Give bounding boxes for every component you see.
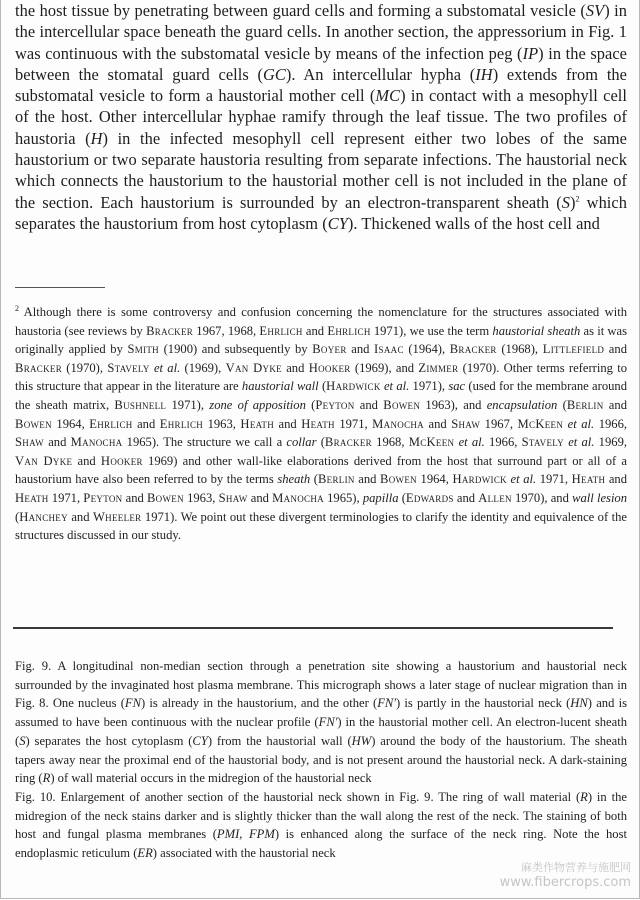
footnote-body: Although there is some controversy and confusion concerning the nomenclature for the structures associated with haustoria (see reviews by Bracker 1967, 1968, Ehrlich and Ehrlich 1971), we use the term haustorial sheath as it was originally applied by Smith (1900) and subsequently by Boyer and Isaac (1964), Bracker (1968), Littlefield and Bracker (1970), Stavely et al. (1969), Van Dyke and Hooker (1969), and Zimmer (1970). Other terms referring to this structure that appear in the literature are haustorial wall (Hardwick et al. 1971), sac (used for the membrane around the sheath matrix, Bushnell 1971), zone of apposition (Peyton and Bowen 1963), and encapsulation (Berlin and Bowen 1964, Ehrlich and Ehrlich 1963, Heath and Heath 1971, Manocha and Shaw 1967, McKeen et al. 1966, Shaw and Manocha 1965). The structure we call a collar (Bracker 1968, McKeen et al. 1966, Stavely et al. 1969, Van Dyke and Hooker 1969) and other wall-like elaborations derived from the host that surround part or all of a haustorium have also been referred to by the terms sheath (Berlin and Bowen 1964, Hardwick et al. 1971, Heath and Heath 1971, Peyton and Bowen 1963, Shaw and Manocha 1965), papilla (Edwards and Allen 1970), and wall lesion (Hanchey and Wheeler 1971). We point out these divergent terminologies to clarify the identity and equivalence of the structures discussed in our study. [15, 305, 628, 543]
watermark-url: www.fibercrops.com [499, 875, 631, 890]
caption-label: Fig. 9. [15, 659, 52, 673]
body-text: the host tissue by penetrating between guard cells and forming a substomatal vesicle (SV) in the intercellular space beneath the guard cells. In another section, the appressorium in Fig. 1 was continuous with the substomatal vesicle by means of the infection peg (IP) in the space between the stomatal guard cells (GC). An intercellular hypha (IH) extends from the substomatal vesicle to form a haustorial mother cell (MC) in contact with a mesophyll cell of the host. Other intercellular hyphae ramify through the leaf tissue. The two profiles of haustoria (H) in the infected mesophyll cell represent either two lobes of the same haustorium or two separate haustoria resulting from separate infections. The haustorial neck which connects the haustorium to the haustorial mother cell is not included in the plane of the section. Each haustorium is surrounded by an electron-transparent sheath $(S)^2$ which separates the haustorium from host cytoplasm (CY). Thickened walls of the host cell and [15, 1, 628, 233]
caption-label: Fig. 10. [15, 789, 56, 804]
body-paragraph [15, 0, 627, 234]
watermark-site-name: 麻类作物营养与施肥网 [521, 861, 631, 874]
footnote-marker: 2 [15, 303, 19, 313]
caption-body: A longitudinal non-median section through a penetration site showing a haustorium and haustorial neck surrounded by the invaginated host plasma membrane. This micrograph shows a later stage of nuclear migration than in Fig. 8. One nucleus (FN) is already in the haustorium, and the other (FN') is partly in the haustorial neck (HN) and is assumed to have been continuous with the nuclear profile (FN') in the haustorial mother cell. An electron-lucent sheath (S) separates the host cytoplasm (CY) from the haustorial wall (HW) around the body of the haustorium. The sheath tapers away near the proximal end of the haustorial body, and is not present around the haustorial neck. A dark-staining ring (R) of wall material occurs in the midregion of the haustorial neck [15, 659, 628, 786]
caption-body: Enlargement of another section of the haustorial neck shown in Fig. 9. The ring of wall material (R) in the midregion of the neck stains darker and is slightly thicker than the wall along the rest of the neck. The staining of both host and fungal plasma membranes (PMI, FPM) is enhanced along the surface of the neck ring. Note the host endoplasmic reticulum (ER) associated with the haustorial neck [15, 789, 627, 861]
caption-fig-9 [15, 657, 627, 788]
footnote-text [15, 303, 627, 545]
section-divider [13, 627, 613, 629]
figure-captions [15, 657, 627, 863]
footnote [15, 303, 627, 545]
watermark [500, 860, 631, 890]
footnote-rule [15, 287, 105, 288]
caption-fig-10 [15, 788, 627, 863]
